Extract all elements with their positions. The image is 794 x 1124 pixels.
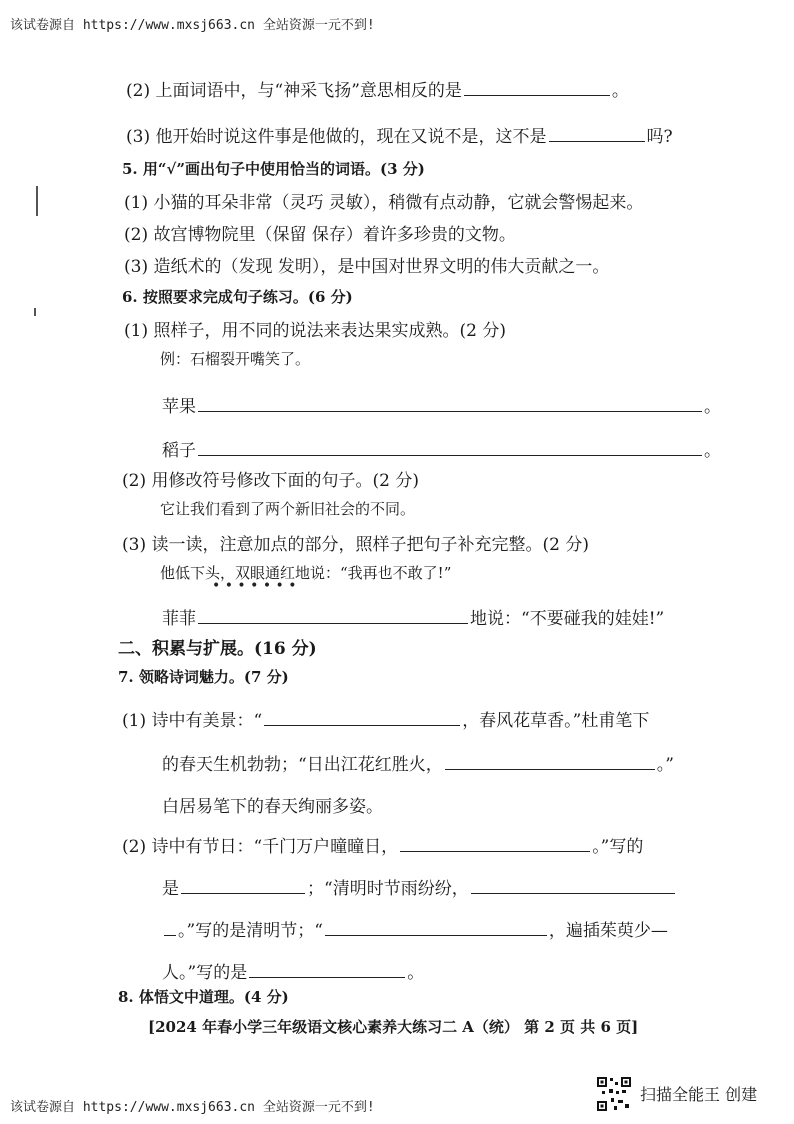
question-5-item-1: (1) 小猫的耳朵非常（灵巧 灵敏），稍微有点动静，它就会警惕起来。 <box>124 193 644 213</box>
feifei-line: 菲菲 地说：“不要碰我的娃娃!” <box>162 609 665 629</box>
answer-blank[interactable] <box>549 140 645 142</box>
question-6-sentence3: 他低下头，双眼通红地说：“我再也不敢了!” <box>160 564 452 582</box>
answer-blank[interactable] <box>471 892 675 894</box>
answer-blank[interactable] <box>164 934 176 936</box>
question-4-2: (2) 上面词语中，与“神采飞扬”意思相反的是 。 <box>126 81 629 101</box>
answer-blank[interactable] <box>325 934 547 936</box>
answer-blank[interactable] <box>198 622 468 624</box>
answer-blank[interactable] <box>198 410 702 412</box>
q7-line-6: 。”写的是清明节；“ ，遍插茱萸少— <box>162 916 668 941</box>
apple-line: 苹果 。 <box>162 397 721 417</box>
question-4-3: (3) 他开始时说这件事是他做的，现在又说不是，这不是 吗? <box>126 127 673 147</box>
question-6-example: 例：石榴裂开嘴笑了。 <box>160 350 311 368</box>
question-6-sub1: (1) 照样子，用不同的说法来表达果实成熟。(2 分) <box>124 321 506 341</box>
section-2-heading: 二、积累与扩展。(16 分) <box>118 639 317 659</box>
q7-line-7: 人。”写的是 。 <box>162 963 425 983</box>
rice-line: 稻子 。 <box>162 441 721 461</box>
answer-blank[interactable] <box>445 768 655 770</box>
answer-blank[interactable] <box>249 976 405 978</box>
footer-watermark: 该试卷源自 https://www.mxsj663.cn 全站资源一元不到! <box>10 1100 375 1115</box>
q7-line-4: (2) 诗中有节日：“千门万户曈曈日， 。”写的 <box>122 837 644 857</box>
q7-line-2: 的春天生机勃勃；“日出江花红胜火， 。” <box>162 755 674 775</box>
question-8-title: 8. 体悟文中道理。(4 分) <box>118 988 289 1006</box>
question-6-sub2: (2) 用修改符号修改下面的句子。(2 分) <box>122 471 419 491</box>
question-5-item-3: (3) 造纸术的（发现 发明），是中国对世界文明的伟大贡献之一。 <box>124 257 610 277</box>
emphasis-dots: • • • • • • • <box>212 578 297 594</box>
margin-mark <box>36 186 38 216</box>
q7-line-3: 白居易笔下的春天绚丽多姿。 <box>162 797 383 817</box>
question-6-title: 6. 按照要求完成句子练习。(6 分) <box>122 288 353 306</box>
page-footer: [2024 年春小学三年级语文核心素养大练习二 A（统） 第 2 页 共 6 页] <box>148 1018 639 1036</box>
answer-blank[interactable] <box>464 94 610 96</box>
q7-line-5: 是 ；“清明时节雨纷纷， <box>162 874 677 899</box>
question-7-title: 7. 领略诗词魅力。(7 分) <box>118 668 289 686</box>
question-6-sentence2: 它让我们看到了两个新旧社会的不同。 <box>160 500 416 518</box>
answer-blank[interactable] <box>264 724 460 726</box>
question-5-title: 5. 用“√”画出句子中使用恰当的词语。(3 分) <box>122 160 425 178</box>
question-5-item-2: (2) 故宫博物院里（保留 保存）着许多珍贵的文物。 <box>124 225 516 245</box>
margin-mark <box>34 308 36 316</box>
question-6-sub3: (3) 读一读，注意加点的部分，照样子把句子补充完整。(2 分) <box>122 535 589 555</box>
scanner-label: 扫描全能王 创建 <box>640 1085 758 1104</box>
answer-blank[interactable] <box>400 850 590 852</box>
header-watermark: 该试卷源自 https://www.mxsj663.cn 全站资源一元不到! <box>10 18 375 33</box>
answer-blank[interactable] <box>181 892 305 894</box>
answer-blank[interactable] <box>198 454 702 456</box>
qr-code-icon <box>596 1076 632 1112</box>
q7-line-1: (1) 诗中有美景：“ ，春风花草香。”杜甫笔下 <box>122 711 650 731</box>
